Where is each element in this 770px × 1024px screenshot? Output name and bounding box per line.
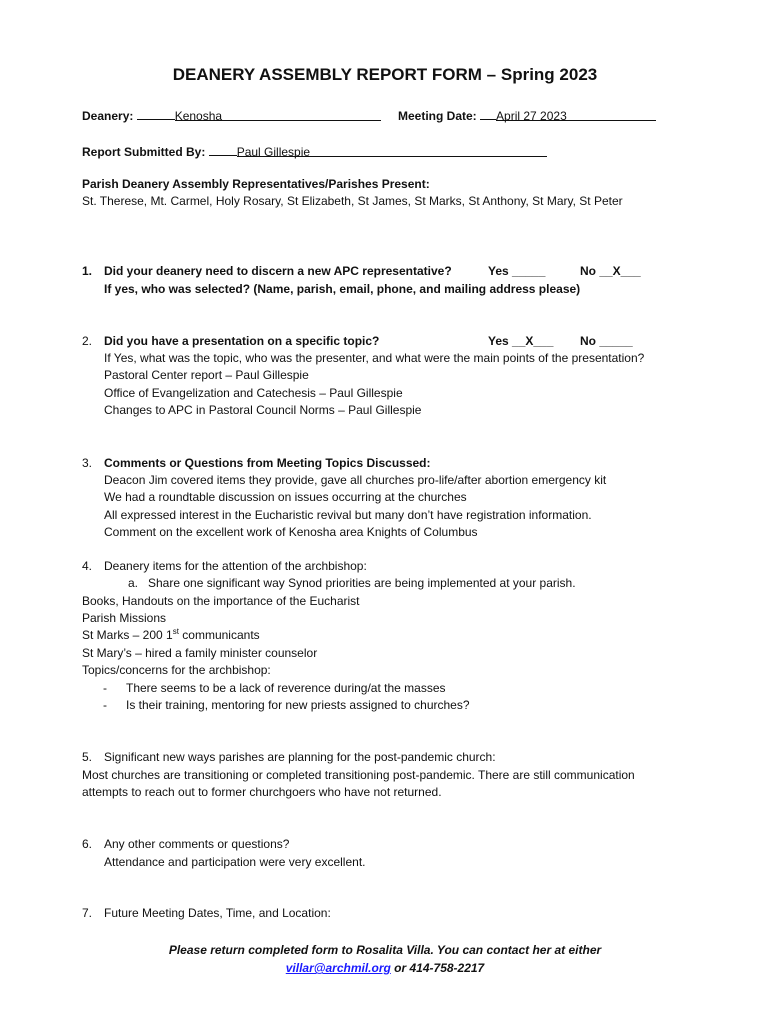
meeting-date-field (496, 108, 656, 121)
bullet-dash: - (103, 698, 107, 712)
deanery-underline-lead (137, 107, 175, 120)
q2-number: 2. (82, 334, 93, 348)
stmarks-sup: st (172, 627, 179, 636)
submitted-field (237, 144, 547, 157)
q2-followup: If Yes, what was the topic, who was the presenter, and what were the main points of the presentation? (104, 351, 645, 365)
meeting-date-value: April 27 2023 (496, 109, 567, 123)
deanery-label: Deanery: (82, 109, 134, 123)
contact-phone: or 414-758-2217 (390, 961, 485, 975)
q5-answer-line: attempts to reach out to former churchgoers who have not returned. (82, 785, 442, 799)
q3-number: 3. (82, 456, 93, 470)
q1-yes: Yes _____ (488, 264, 546, 278)
q4-sub-a-label: a. (128, 576, 139, 590)
footer-line2 (0, 960, 770, 978)
deanery-value: Kenosha (174, 109, 223, 123)
submitted-underline-lead (209, 143, 237, 156)
q7-question: Future Meeting Dates, Time, and Location: (104, 906, 331, 920)
reps-list: St. Therese, Mt. Carmel, Holy Rosary, St Elizabeth, St James, St Marks, St Anthony, St Mary, St Peter (82, 194, 623, 208)
q3-answer: All expressed interest in the Eucharistic revival but many don’t have registration information. (104, 508, 592, 522)
deanery-field (175, 108, 381, 121)
q2-answer: Changes to APC in Pastoral Council Norms – Paul Gillespie (104, 403, 422, 417)
q5-answer-line: Most churches are transitioning or completed transitioning post-pandemic. There are still communication (82, 768, 635, 782)
q2-yes: Yes __X___ (488, 334, 554, 348)
q4-answer-stmarks (82, 627, 260, 645)
q3-answer: Deacon Jim covered items they provide, gave all churches pro-life/after abortion emergency kit (104, 473, 607, 487)
q2-no: No _____ (580, 334, 633, 348)
stmarks-suffix: communicants (178, 628, 260, 642)
contact-email-link[interactable]: villar@archmil.org (285, 961, 391, 975)
stmarks-prefix: St Marks – 200 1 (82, 628, 173, 642)
q4-answer: St Mary’s – hired a family minister counselor (82, 646, 318, 660)
q5-number: 5. (82, 750, 93, 764)
q4-sub-a: Share one significant way Synod priorities are being implemented at your parish. (148, 576, 576, 590)
submitted-label: Report Submitted By: (82, 145, 206, 159)
q7-number: 7. (82, 906, 93, 920)
submitted-row (82, 143, 547, 162)
form-title: DEANERY ASSEMBLY REPORT FORM – Spring 2023 (172, 65, 598, 84)
q4-bullet-item: Is their training, mentoring for new priests assigned to churches? (126, 698, 470, 712)
q5-question: Significant new ways parishes are planning for the post-pandemic church: (104, 750, 496, 764)
meeting-date-row (398, 107, 656, 126)
submitted-value: Paul Gillespie (236, 145, 311, 159)
q3-answer: We had a roundtable discussion on issues occurring at the churches (104, 490, 467, 504)
q3-answer: Comment on the excellent work of Kenosha area Knights of Columbus (104, 525, 478, 539)
q1-no: No __X___ (580, 264, 641, 278)
q4-answer: Parish Missions (82, 611, 167, 625)
footer-line1: Please return completed form to Rosalita Villa. You can contact her at either (168, 943, 602, 957)
reps-heading: Parish Deanery Assembly Representatives/Parishes Present: (82, 177, 430, 191)
q3-question: Comments or Questions from Meeting Topics Discussed: (104, 456, 431, 470)
q4-answer: Books, Handouts on the importance of the Eucharist (82, 594, 360, 608)
q2-answer: Office of Evangelization and Catechesis – Paul Gillespie (104, 386, 403, 400)
deanery-row (82, 107, 381, 126)
bullet-dash: - (103, 681, 107, 695)
q4-number: 4. (82, 559, 93, 573)
meeting-date-underline-lead (480, 107, 496, 120)
meeting-date-label: Meeting Date: (398, 109, 477, 123)
q6-number: 6. (82, 837, 93, 851)
q4-bullet-item: There seems to be a lack of reverence during/at the masses (126, 681, 446, 695)
q4-question: Deanery items for the attention of the archbishop: (104, 559, 367, 573)
q1-followup: If yes, who was selected? (Name, parish, email, phone, and mailing address please) (104, 282, 581, 296)
q6-question: Any other comments or questions? (104, 837, 290, 851)
q1-number: 1. (82, 264, 93, 278)
q6-answer: Attendance and participation were very excellent. (104, 855, 366, 869)
q2-answer: Pastoral Center report – Paul Gillespie (104, 368, 309, 382)
q4-answer: Topics/concerns for the archbishop: (82, 663, 271, 677)
q2-question: Did you have a presentation on a specific topic? (104, 334, 380, 348)
q1-question: Did your deanery need to discern a new APC representative? (104, 264, 452, 278)
